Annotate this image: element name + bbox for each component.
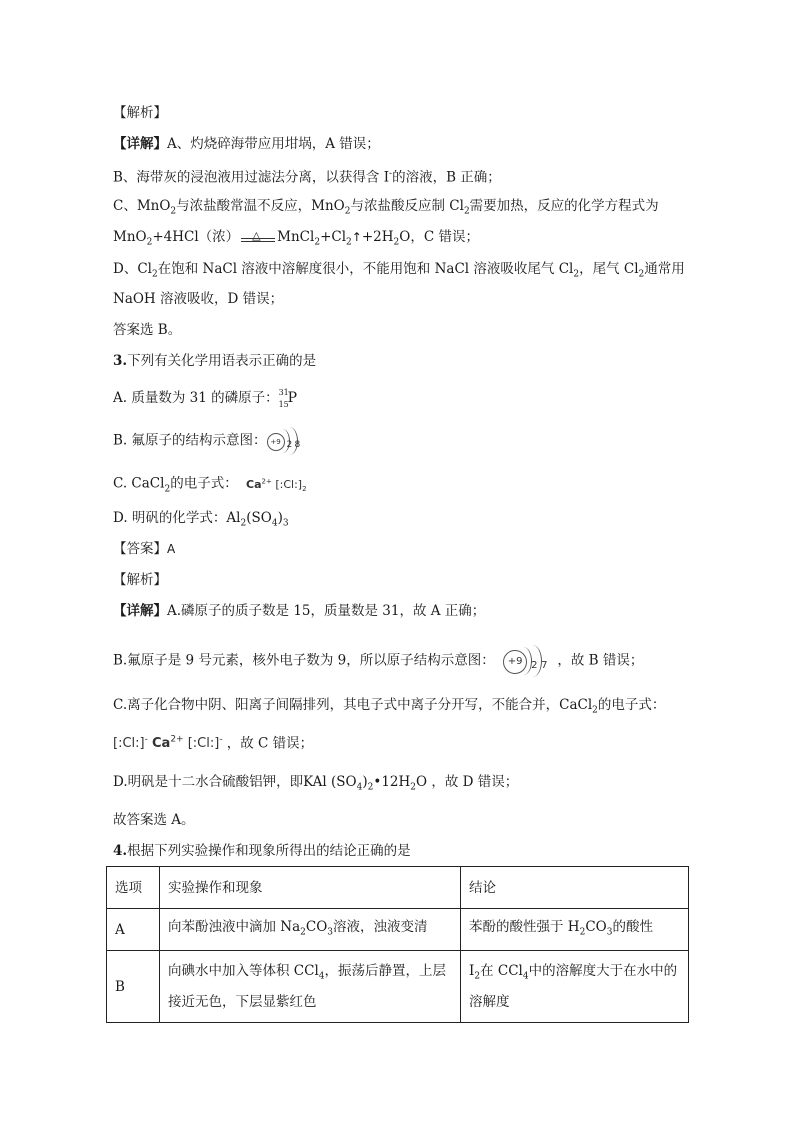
subscript: 3 [327, 927, 334, 938]
charge: 2+ [261, 477, 272, 485]
option-a [113, 388, 299, 409]
experiment-table [106, 866, 689, 1023]
subscript: 3 [282, 518, 289, 529]
cation-symbol: Ca [151, 736, 171, 752]
subscript: 2 [146, 237, 153, 248]
table-cell-conclusion [461, 951, 689, 1023]
detail-line-a [113, 134, 380, 154]
detail-text: A、灼烧碎海带应用坩埚，A 错误； [167, 136, 380, 152]
text-fragment: ，尾气 Cl [579, 261, 639, 277]
electron-formula [246, 478, 307, 491]
nucleus: +9 [503, 650, 527, 674]
option-label: D. 明矾的化学式：Al [113, 510, 241, 526]
shell-count-2: 8 [294, 440, 301, 450]
table-header: 结论 [461, 867, 689, 909]
explanation-c [113, 695, 665, 721]
subscript: 4 [522, 971, 529, 982]
table-cell-option: B [107, 951, 160, 1023]
text-fragment: ，振荡后静置，上层 [324, 962, 447, 979]
text-fragment: B.氟原子是 9 号元素，核外电子数为 9，所以原子结构示意图： [113, 652, 495, 669]
subscript: 4 [356, 782, 363, 793]
text-fragment: B、海带灰的浸泡液用过滤法分离，以获得含 I [113, 169, 390, 186]
text-fragment: O，C 错误； [399, 229, 479, 245]
subscript: 2 [240, 518, 247, 529]
detail-tag: 【详解】 [113, 603, 167, 619]
text-fragment: 在饱和 NaCl 溶液中溶解度很小，不能用饱和 NaCl 溶液吸收尾气 Cl [157, 261, 574, 277]
detail-2-line-a [113, 601, 485, 621]
explanation-d [113, 772, 518, 798]
subscript: 2 [410, 782, 417, 793]
text-fragment: 向碘水中加入等体积 CCl [168, 962, 319, 979]
subscript: 2 [151, 269, 158, 280]
shell-count-1: 2 [286, 440, 293, 450]
gas-arrow-icon: ↑ [351, 230, 362, 244]
text-fragment: CO [585, 918, 607, 935]
explanation-b [113, 647, 643, 675]
subscript: 2 [474, 971, 481, 982]
answer-line-q3 [113, 539, 175, 559]
subscript: 2 [592, 705, 598, 716]
table-cell-operation [160, 951, 461, 1023]
subscript: 2 [638, 269, 645, 280]
text-fragment: 苯酚的酸性强于 H [469, 918, 580, 935]
shell-count-1: 2 [531, 660, 538, 671]
subscript: 2 [573, 269, 580, 280]
text-fragment: C、MnO [113, 198, 171, 214]
subscript: 2 [300, 927, 306, 938]
text-fragment: 的酸性 [612, 918, 653, 935]
chemical-equation [113, 227, 479, 253]
table-header: 选项 [107, 867, 160, 909]
table-cell-operation [160, 909, 461, 951]
text-fragment: 在 CCl [480, 962, 523, 979]
answer-line: 答案选 B。 [113, 322, 182, 338]
anion-symbol: [:Cl:] [187, 736, 220, 752]
text-fragment: +2H [361, 229, 394, 245]
explanation-c-formula [113, 730, 313, 754]
charge: - [219, 735, 223, 745]
atomic-number: 15 [278, 399, 289, 409]
subscript: 2 [344, 206, 351, 217]
table-row [107, 909, 689, 951]
analysis-heading-2: 【解析】 [113, 572, 167, 588]
subscript: 2 [393, 237, 400, 248]
text-fragment: (SO [246, 510, 272, 526]
text-fragment: 的电子式： [597, 697, 666, 713]
text-fragment: 溶解度 [469, 994, 510, 1011]
nucleus: +9 [267, 433, 285, 451]
text-fragment: 与浓盐酸常温不反应，MnO [176, 198, 345, 214]
option-d [113, 508, 289, 534]
detail-line-d2: NaOH 溶液吸收，D 错误； [113, 291, 284, 307]
option-c [113, 471, 307, 499]
text-fragment: 需要加热，反应的化学方程式为 [469, 198, 659, 214]
question-text: 根据下列实验操作和现象所得出的结论正确的是 [127, 843, 411, 859]
subscript: 2 [367, 782, 374, 793]
text-fragment: +Cl [320, 229, 347, 245]
text-fragment: 接近无色，下层显紫红色 [168, 994, 317, 1011]
subscript: 2 [170, 206, 177, 217]
table-row [107, 951, 689, 1023]
text-fragment: 的溶液，B 正确； [392, 169, 501, 186]
subscript: 2 [302, 484, 307, 493]
text-fragment: 中的溶解度大于在水中的 [528, 962, 678, 979]
anion-symbol: [:Cl:] [113, 736, 145, 752]
question-3-stem [113, 351, 316, 371]
text-fragment: 通常用 [644, 261, 685, 277]
analysis-heading: 【解析】 [113, 105, 167, 121]
subscript: 4 [318, 971, 325, 982]
detail-tag: 【详解】 [113, 136, 167, 152]
text-fragment: CO [305, 918, 328, 935]
answer-value: A [167, 542, 176, 556]
mass-number: 31 [278, 387, 289, 397]
option-b [113, 429, 301, 453]
fluorine-atom-diagram [267, 429, 301, 453]
text-fragment: 与浓盐酸反应制 Cl [350, 198, 464, 214]
fluorine-atom-diagram-correct [503, 647, 549, 675]
table-header: 实验操作和现象 [160, 867, 461, 909]
subscript: 2 [314, 237, 321, 248]
anion-symbol: [:Cl:] [275, 477, 303, 491]
detail-text: A.磷原子的质子数是 15，质量数是 31，故 A 正确； [167, 603, 486, 619]
charge: - [144, 735, 148, 745]
question-4-stem [113, 841, 411, 861]
nuclide-symbol [279, 389, 299, 409]
text-fragment: MnCl [277, 229, 315, 245]
charge: 2+ [170, 735, 184, 745]
text-fragment: D、Cl [113, 261, 152, 277]
subscript: 3 [606, 927, 613, 938]
subscript: 4 [271, 518, 278, 529]
detail-line-d [113, 259, 685, 285]
table-cell-conclusion [461, 909, 689, 951]
option-label: B. 氟原子的结构示意图： [113, 432, 267, 449]
subscript: 2 [579, 927, 586, 938]
table-cell-option: A [107, 909, 160, 951]
detail-line-c [113, 196, 659, 222]
subscript: 2 [463, 206, 470, 217]
text-fragment: 溶液，浊液变清 [333, 918, 428, 935]
superscript: - [389, 169, 393, 179]
text-fragment: C.离子化合物中阴、阳离子间隔排列，其电子式中离子分开写，不能合并，CaCl [113, 697, 593, 713]
formula-fragment: KAl (SO [303, 774, 357, 790]
text-fragment: 的电子式： [170, 475, 238, 492]
text-fragment: D.明矾是十二水合硫酸铝钾，即 [113, 774, 304, 790]
text-fragment: ，故 C 错误； [226, 735, 314, 752]
question-text: 下列有关化学用语表示正确的是 [127, 353, 317, 369]
text-fragment: +4HCl（浓） [152, 229, 240, 245]
electron-formula-correct [113, 736, 227, 751]
text-fragment: ) [277, 510, 283, 526]
text-fragment: O ，故 D 错误； [416, 774, 519, 790]
final-answer: 故答案选 A。 [113, 812, 195, 828]
formula-fragment: •12H [373, 774, 411, 790]
detail-line-b [113, 164, 501, 188]
table-header-row [107, 867, 689, 909]
subscript: 2 [164, 484, 171, 495]
text-fragment: ，故 B 错误； [557, 652, 644, 669]
option-label: C. CaCl [113, 475, 165, 492]
subscript: 2 [346, 237, 352, 248]
option-label: A. 质量数为 31 的磷原子： [113, 390, 279, 406]
text-fragment: MnO [113, 229, 147, 245]
formula-fragment: ) [362, 774, 368, 790]
element-symbol: P [287, 389, 298, 406]
question-number: 3. [113, 353, 128, 369]
shell-count-2: 7 [541, 660, 548, 671]
text-fragment: I [469, 962, 475, 979]
text-fragment: 向苯酚浊液中滴加 Na [168, 918, 301, 935]
cation-symbol: Ca [246, 477, 262, 491]
question-number: 4. [113, 843, 128, 859]
answer-tag: 【答案】 [113, 541, 167, 557]
heating-equals-icon: △ [241, 231, 275, 245]
